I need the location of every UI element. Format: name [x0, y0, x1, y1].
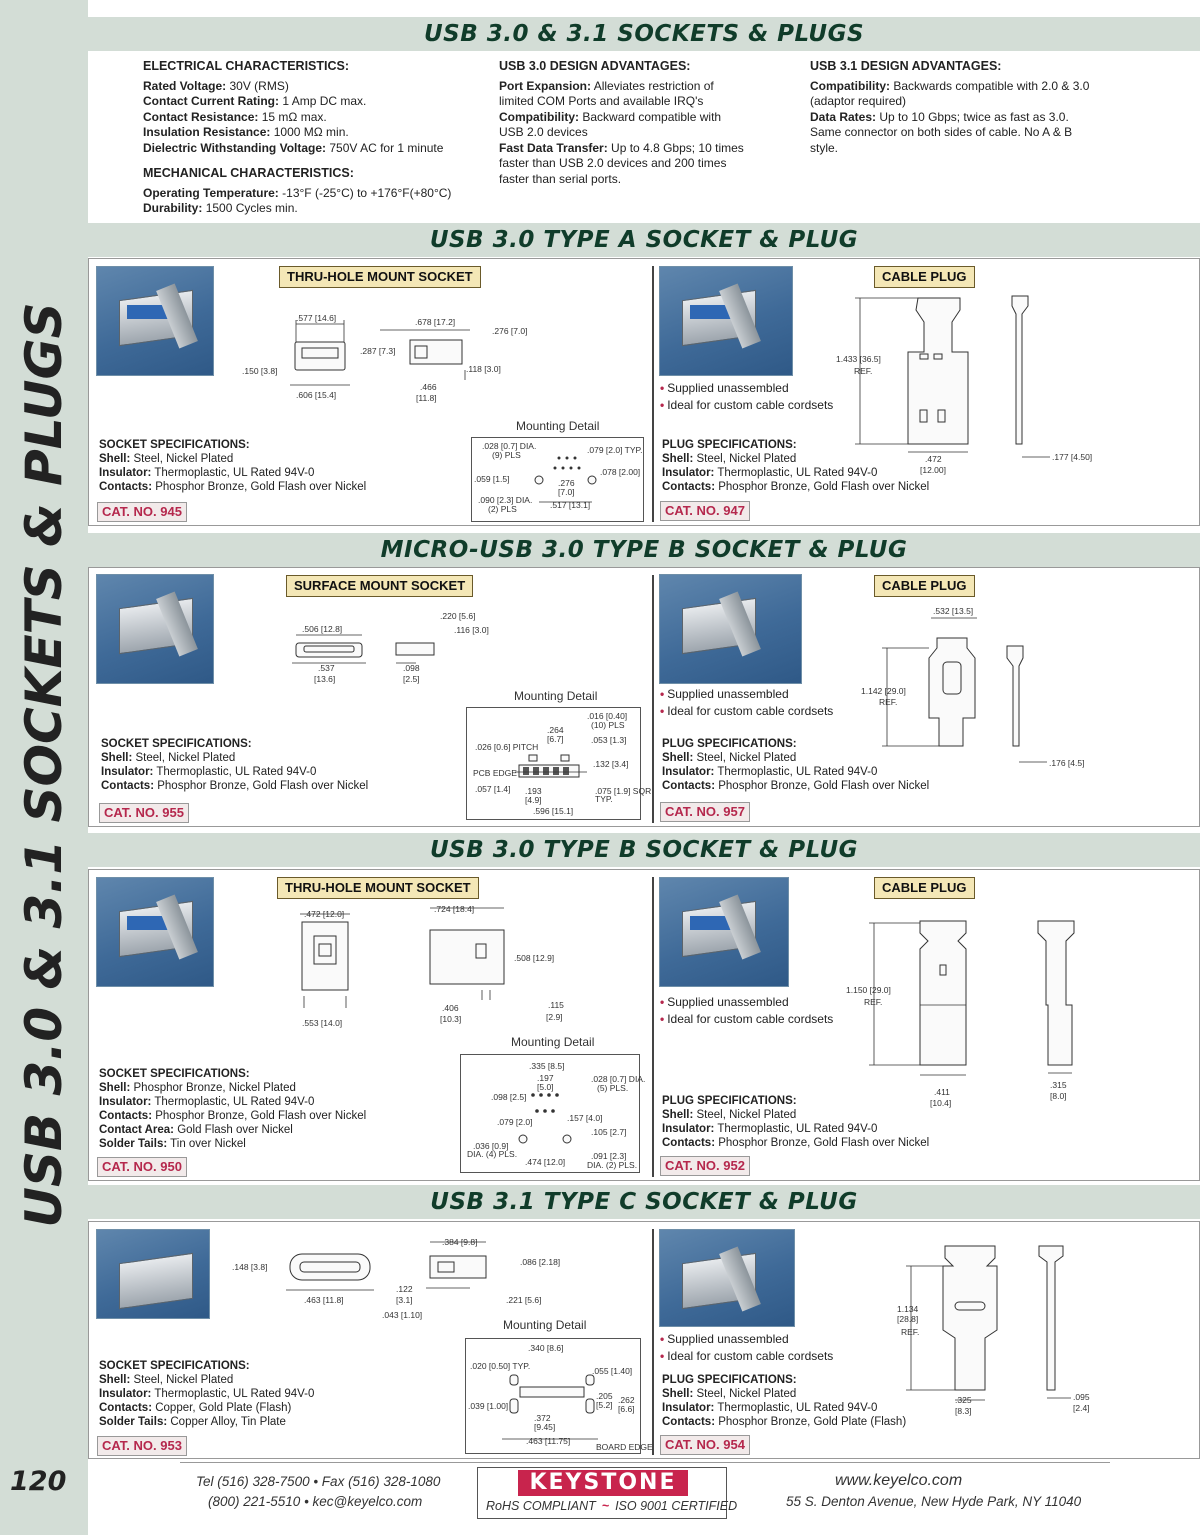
plug-features [660, 686, 833, 719]
svg-text:.466: .466 [420, 382, 437, 392]
spec-line: Insulator: Thermoplastic, UL Rated 94V-0 [99, 1388, 315, 1400]
svg-text:.176 [4.5]: .176 [4.5] [1049, 758, 1085, 768]
footer-phone: Tel (516) 328-7500 • Fax (516) 328-1080 [196, 1474, 441, 1489]
section-title: USB 3.0 TYPE A SOCKET & PLUG [88, 223, 1200, 257]
svg-text:[28.8]: [28.8] [897, 1314, 919, 1324]
spec-heading: SOCKET SPECIFICATIONS: [101, 738, 252, 750]
spec-heading: SOCKET SPECIFICATIONS: [99, 1068, 250, 1080]
spec-line: Contact Current Rating: 1 Amp DC max. [143, 94, 367, 108]
catalog-number: CAT. NO. 955 [99, 803, 189, 823]
svg-text:.095: .095 [1073, 1392, 1090, 1402]
svg-text:.411: .411 [934, 1087, 950, 1097]
feature-item: • Supplied unassembled [660, 381, 789, 395]
spec-line: Shell: Steel, Nickel Plated [101, 752, 236, 764]
svg-text:.264: .264 [547, 725, 564, 735]
svg-text:.157 [4.0]: .157 [4.0] [567, 1113, 603, 1123]
catalog-number: CAT. NO. 945 [97, 502, 187, 522]
spec-heading: PLUG SPECIFICATIONS: [662, 439, 797, 451]
svg-text:.059 [1.5]: .059 [1.5] [474, 474, 510, 484]
svg-text:.079 [2.0]: .079 [2.0] [497, 1117, 533, 1127]
spec-line: Data Rates: Up to 10 Gbps; twice as fast as 3.0. Same connector on both sides of cable. No A & B style. [810, 109, 1073, 155]
svg-text:.287 [7.3]: .287 [7.3] [360, 346, 396, 356]
svg-text:REF.: REF. [854, 366, 873, 376]
section-divider [652, 877, 654, 1177]
svg-text:.132 [3.4]: .132 [3.4] [593, 759, 629, 769]
svg-text:[5.0]: [5.0] [537, 1082, 554, 1092]
svg-text:.043 [1.10]: .043 [1.10] [382, 1310, 423, 1320]
svg-text:.150 [3.8]: .150 [3.8] [242, 366, 278, 376]
svg-text:.384 [9.8]: .384 [9.8] [442, 1237, 478, 1247]
spec-line: Fast Data Transfer: Up to 4.8 Gbps; 10 times faster than USB 2.0 devices and 200 times faster than serial ports. [499, 140, 744, 186]
plug-features [660, 1331, 833, 1364]
spec-line: Port Expansion: Alleviates restriction of limited COM Ports and available IRQ's [499, 78, 714, 108]
plug-specifications [662, 438, 1022, 494]
spec-line: Contacts: Phosphor Bronze, Gold Flash over Nickel [101, 780, 369, 792]
spec-line: Insulator: Thermoplastic, UL Rated 94V-0 [662, 1402, 878, 1414]
electrical-heading: ELECTRICAL CHARACTERISTICS: [143, 59, 350, 73]
spec-line: Insulator: Thermoplastic, UL Rated 94V-0 [101, 766, 317, 778]
spec-line: Insulator: Thermoplastic, UL Rated 94V-0 [99, 1096, 315, 1108]
socket-drawing [240, 310, 530, 410]
spec-line: Operating Temperature: -13°F (-25°C) to +176°F(+80°C) [143, 185, 452, 200]
svg-text:.079 [2.0] TYP.: .079 [2.0] TYP. [587, 445, 643, 455]
socket-specifications [101, 737, 461, 793]
spec-heading: SOCKET SPECIFICATIONS: [99, 1360, 250, 1372]
svg-text:REF.: REF. [864, 997, 883, 1007]
svg-text:.335 [8.5]: .335 [8.5] [529, 1061, 565, 1071]
mechanical-heading: MECHANICAL CHARACTERISTICS: [143, 166, 354, 180]
mounting-detail-title: Mounting Detail [503, 1318, 587, 1332]
socket-type-tag: THRU-HOLE MOUNT SOCKET [279, 266, 481, 288]
certifications: RoHS COMPLIANT ~ ISO 9001 CERTIFIED [486, 1499, 738, 1513]
svg-text:REF.: REF. [901, 1327, 920, 1337]
svg-text:REF.: REF. [879, 697, 898, 707]
svg-text:.090 [2.3] DIA.: .090 [2.3] DIA. [478, 495, 533, 505]
svg-text:[8.3]: [8.3] [955, 1406, 972, 1416]
socket-drawing [270, 605, 510, 690]
svg-text:(2) PLS: (2) PLS [488, 504, 517, 514]
svg-text:.406: .406 [442, 1003, 459, 1013]
section-title: USB 3.1 TYPE C SOCKET & PLUG [88, 1185, 1200, 1219]
spec-line: Shell: Phosphor Bronze, Nickel Plated [99, 1082, 296, 1094]
svg-text:[11.8]: [11.8] [416, 393, 437, 403]
page-title: USB 3.0 & 3.1 SOCKETS & PLUGS [88, 17, 1200, 51]
footer-contact: (800) 221-5510 • kec@keyelco.com [208, 1494, 423, 1509]
website-link[interactable]: www.keyelco.com [835, 1472, 963, 1489]
plug-photo [659, 877, 789, 987]
feature-item: • Ideal for custom cable cordsets [660, 397, 834, 412]
svg-text:[4.9]: [4.9] [525, 795, 542, 805]
svg-text:(9) PLS: (9) PLS [492, 450, 521, 460]
catalog-number: CAT. NO. 957 [660, 802, 750, 822]
spec-line: Insulator: Thermoplastic, UL Rated 94V-0 [99, 467, 315, 479]
spec-line: Compatibility: Backward compatible with USB 2.0 devices [499, 109, 722, 139]
spec-line: Contacts: Phosphor Bronze, Gold Plate (Flash) [662, 1416, 907, 1428]
svg-text:.086 [2.18]: .086 [2.18] [520, 1257, 561, 1267]
svg-text:[7.0]: [7.0] [558, 487, 575, 497]
svg-text:.463 [11.8]: .463 [11.8] [304, 1295, 344, 1305]
svg-text:.122: .122 [396, 1284, 413, 1294]
svg-text:.553 [14.0]: .553 [14.0] [302, 1018, 343, 1028]
svg-text:.474 [12.0]: .474 [12.0] [525, 1157, 566, 1167]
spec-line: Solder Tails: Tin over Nickel [99, 1138, 246, 1150]
svg-text:.098 [2.5]: .098 [2.5] [491, 1092, 527, 1102]
svg-text:.463 [11.75]: .463 [11.75] [526, 1436, 571, 1446]
socket-type-tag: THRU-HOLE MOUNT SOCKET [277, 877, 479, 899]
svg-text:.055 [1.40]: .055 [1.40] [592, 1366, 633, 1376]
plug-photo [659, 574, 802, 684]
spec-line: Contact Resistance: 15 mΩ max. [143, 109, 327, 124]
spec-line: Rated Voltage: 30V (RMS) [143, 78, 289, 93]
svg-text:(10) PLS: (10) PLS [591, 720, 625, 730]
usb30-heading: USB 3.0 DESIGN ADVANTAGES: [499, 59, 691, 73]
plug-photo [659, 266, 793, 376]
mounting-detail-title: Mounting Detail [514, 689, 598, 703]
svg-text:.596 [15.1]: .596 [15.1] [533, 806, 574, 816]
svg-text:.508 [12.9]: .508 [12.9] [514, 953, 555, 963]
svg-text:.472 [12.0]: .472 [12.0] [304, 909, 345, 919]
svg-text:[3.1]: [3.1] [396, 1295, 413, 1305]
section-divider [652, 266, 654, 522]
svg-text:.678 [17.2]: .678 [17.2] [415, 317, 456, 327]
svg-text:.115: .115 [548, 1000, 564, 1010]
svg-text:.506 [12.8]: .506 [12.8] [302, 624, 343, 634]
mounting-detail-drawing [469, 710, 652, 818]
plug-drawing [840, 915, 1100, 1110]
section-divider [652, 575, 654, 823]
svg-text:.053 [1.3]: .053 [1.3] [591, 735, 627, 745]
svg-text:TYP.: TYP. [595, 794, 613, 804]
plug-type-tag: CABLE PLUG [874, 266, 975, 288]
section-title: USB 3.0 TYPE B SOCKET & PLUG [88, 833, 1200, 867]
feature-item: • Supplied unassembled [660, 687, 789, 701]
spec-line: Contacts: Phosphor Bronze, Gold Flash over Nickel [99, 481, 367, 493]
usb31-heading: USB 3.1 DESIGN ADVANTAGES: [810, 59, 1002, 73]
footer-logo-box [477, 1467, 738, 1519]
svg-text:[6.7]: [6.7] [547, 734, 564, 744]
keystone-logo: KEYSTONE [518, 1470, 688, 1496]
spec-line: Shell: Steel, Nickel Plated [99, 1374, 234, 1386]
svg-text:1.142 [29.0]: 1.142 [29.0] [861, 686, 906, 696]
svg-text:.193: .193 [525, 786, 542, 796]
plug-specifications [662, 737, 1022, 793]
plug-photo [659, 1229, 795, 1327]
svg-text:.028 [0.7] DIA.: .028 [0.7] DIA. [591, 1074, 646, 1084]
spec-line: Contacts: Phosphor Bronze, Gold Flash over Nickel [662, 780, 930, 792]
usb31-advantages [810, 59, 1100, 156]
footer-address: 55 S. Denton Avenue, New Hyde Park, NY 11040 [786, 1494, 1082, 1509]
svg-text:.724 [18.4]: .724 [18.4] [434, 904, 475, 914]
svg-text:.577 [14.6]: .577 [14.6] [296, 313, 337, 323]
spec-line: Shell: Steel, Nickel Plated [662, 1388, 797, 1400]
spec-heading: SOCKET SPECIFICATIONS: [99, 439, 250, 451]
svg-text:.472: .472 [925, 454, 942, 464]
svg-text:[2.9]: [2.9] [546, 1012, 563, 1022]
spec-line: Contacts: Phosphor Bronze, Gold Flash over Nickel [662, 1137, 930, 1149]
catalog-number: CAT. NO. 954 [660, 1435, 750, 1455]
svg-text:.325: .325 [955, 1395, 972, 1405]
sidebar-title-text: USB 3.0 & 3.1 SOCKETS & PLUGS [15, 302, 73, 1228]
svg-text:.148 [3.8]: .148 [3.8] [232, 1262, 268, 1272]
svg-text:[6.6]: [6.6] [618, 1404, 635, 1414]
feature-item: • Ideal for custom cable cordsets [660, 1011, 834, 1026]
svg-text:[13.6]: [13.6] [314, 674, 336, 684]
svg-text:.098: .098 [403, 663, 420, 673]
socket-type-tag: SURFACE MOUNT SOCKET [286, 575, 473, 597]
plug-type-tag: CABLE PLUG [874, 877, 975, 899]
socket-photo [96, 266, 214, 376]
svg-text:.276: .276 [558, 478, 575, 488]
svg-text:.116 [3.0]: .116 [3.0] [454, 625, 489, 635]
svg-text:1.433 [36.5]: 1.433 [36.5] [836, 354, 881, 364]
spec-line: Insulator: Thermoplastic, UL Rated 94V-0 [662, 467, 878, 479]
svg-text:.091 [2.3]: .091 [2.3] [591, 1151, 627, 1161]
feature-item: • Ideal for custom cable cordsets [660, 1348, 834, 1363]
socket-specifications [99, 1067, 459, 1151]
svg-text:.537: .537 [318, 663, 335, 673]
svg-text:(5) PLS.: (5) PLS. [597, 1083, 629, 1093]
svg-text:.026 [0.6] PITCH: .026 [0.6] PITCH [475, 742, 539, 752]
spec-line: Insulator: Thermoplastic, UL Rated 94V-0 [662, 1123, 878, 1135]
socket-drawing [290, 900, 570, 1030]
svg-text:.036 [0.9]: .036 [0.9] [473, 1141, 509, 1151]
socket-photo [96, 574, 214, 684]
page-number: 120 [10, 1466, 67, 1497]
svg-text:.276 [7.0]: .276 [7.0] [492, 326, 528, 336]
svg-text:.517 [13.1]: .517 [13.1] [550, 500, 591, 510]
svg-text:.028 [0.7] DIA.: .028 [0.7] DIA. [482, 441, 537, 451]
svg-text:.016 [0.40]: .016 [0.40] [587, 711, 628, 721]
svg-text:.118 [3.0]: .118 [3.0] [466, 364, 501, 374]
mounting-detail-title: Mounting Detail [511, 1035, 595, 1049]
socket-drawing [230, 1232, 570, 1322]
rohs-label: RoHS COMPLIANT [486, 1499, 596, 1513]
svg-text:DIA. (2) PLS.: DIA. (2) PLS. [587, 1160, 638, 1170]
spec-line: Insulation Resistance: 1000 MΩ min. [143, 125, 349, 139]
svg-text:.532 [13.5]: .532 [13.5] [933, 606, 974, 616]
spec-line: Dielectric Withstanding Voltage: 750V AC for 1 minute [143, 140, 444, 155]
spec-line: Contacts: Phosphor Bronze, Gold Flash over Nickel [662, 481, 930, 493]
feature-item: • Supplied unassembled [660, 1332, 789, 1346]
catalog-number: CAT. NO. 952 [660, 1156, 750, 1176]
svg-text:1.134: 1.134 [897, 1304, 919, 1314]
plug-specifications [662, 1094, 1022, 1150]
svg-text:[2.5]: [2.5] [403, 674, 420, 684]
electrical-characteristics [143, 59, 483, 217]
spec-heading: PLUG SPECIFICATIONS: [662, 738, 797, 750]
spec-line: Contacts: Phosphor Bronze, Gold Flash over Nickel [99, 1110, 367, 1122]
svg-text:[10.4]: [10.4] [930, 1098, 952, 1108]
svg-text:DIA. (4) PLS.: DIA. (4) PLS. [467, 1149, 518, 1159]
catalog-number: CAT. NO. 950 [97, 1157, 187, 1177]
svg-text:[5.2]: [5.2] [596, 1400, 613, 1410]
spec-line: Durability: 1500 Cycles min. [143, 201, 298, 215]
svg-text:.197: .197 [537, 1073, 554, 1083]
svg-text:.177 [4.50]: .177 [4.50] [1052, 452, 1093, 462]
spec-heading: PLUG SPECIFICATIONS: [662, 1095, 797, 1107]
svg-text:.020 [0.50] TYP.: .020 [0.50] TYP. [470, 1361, 531, 1371]
svg-text:.315: .315 [1050, 1080, 1067, 1090]
svg-text:[12.00]: [12.00] [920, 465, 946, 475]
socket-photo [96, 877, 214, 987]
mounting-detail-title: Mounting Detail [516, 419, 600, 433]
plug-features [660, 380, 833, 413]
spec-line: Shell: Steel, Nickel Plated [662, 453, 797, 465]
spec-line: Contacts: Copper, Gold Plate (Flash) [99, 1402, 292, 1414]
socket-specifications [99, 438, 459, 494]
svg-text:.340 [8.6]: .340 [8.6] [528, 1343, 564, 1353]
spec-heading: PLUG SPECIFICATIONS: [662, 1374, 797, 1386]
svg-text:.039 [1.00]: .039 [1.00] [468, 1401, 509, 1411]
svg-text:.105 [2.7]: .105 [2.7] [591, 1127, 627, 1137]
svg-text:.606 [15.4]: .606 [15.4] [296, 390, 337, 400]
svg-text:.221 [5.6]: .221 [5.6] [506, 1295, 542, 1305]
svg-text:1.150 [29.0]: 1.150 [29.0] [846, 985, 891, 995]
svg-text:BOARD EDGE: BOARD EDGE [596, 1442, 653, 1452]
svg-text:.078 [2.00]: .078 [2.00] [600, 467, 641, 477]
mounting-detail-drawing [474, 440, 642, 520]
spec-line: Solder Tails: Copper Alloy, Tin Plate [99, 1416, 286, 1428]
mounting-detail-drawing [468, 1341, 653, 1452]
svg-text:.372: .372 [534, 1413, 551, 1423]
spec-line: Insulator: Thermoplastic, UL Rated 94V-0 [662, 766, 878, 778]
svg-text:[2.4]: [2.4] [1073, 1403, 1090, 1413]
catalog-number: CAT. NO. 947 [660, 501, 750, 521]
footer-rule [180, 1462, 1110, 1463]
spec-line: Shell: Steel, Nickel Plated [662, 752, 797, 764]
plug-type-tag: CABLE PLUG [874, 575, 975, 597]
plug-specifications [662, 1373, 1022, 1429]
svg-text:.220 [5.6]: .220 [5.6] [440, 611, 476, 621]
spec-line: Contact Area: Gold Flash over Nickel [99, 1124, 293, 1136]
mounting-detail-drawing [463, 1057, 646, 1171]
svg-text:[8.0]: [8.0] [1050, 1091, 1067, 1101]
svg-text:.057 [1.4]: .057 [1.4] [475, 784, 511, 794]
plug-features [660, 994, 833, 1027]
socket-specifications [99, 1359, 459, 1429]
svg-text:.075 [1.9] SQR: .075 [1.9] SQR [595, 786, 652, 796]
svg-text:.262: .262 [618, 1395, 635, 1405]
svg-text:[9.45]: [9.45] [534, 1422, 556, 1432]
usb30-advantages [499, 59, 749, 187]
iso-label: ISO 9001 CERTIFIED [615, 1499, 738, 1513]
spec-line: Shell: Steel, Nickel Plated [99, 453, 234, 465]
catalog-number: CAT. NO. 953 [97, 1436, 187, 1456]
socket-photo [96, 1229, 210, 1319]
feature-item: • Supplied unassembled [660, 995, 789, 1009]
spec-line: Compatibility: Backwards compatible with 2.0 & 3.0 (adaptor required) [810, 78, 1090, 108]
feature-item: • Ideal for custom cable cordsets [660, 703, 834, 718]
section-divider [652, 1229, 654, 1455]
svg-text:[10.3]: [10.3] [440, 1014, 462, 1024]
svg-text:PCB EDGE: PCB EDGE [473, 768, 517, 778]
spec-line: Shell: Steel, Nickel Plated [662, 1109, 797, 1121]
section-title: MICRO-USB 3.0 TYPE B SOCKET & PLUG [88, 533, 1200, 567]
svg-text:.205: .205 [596, 1391, 613, 1401]
